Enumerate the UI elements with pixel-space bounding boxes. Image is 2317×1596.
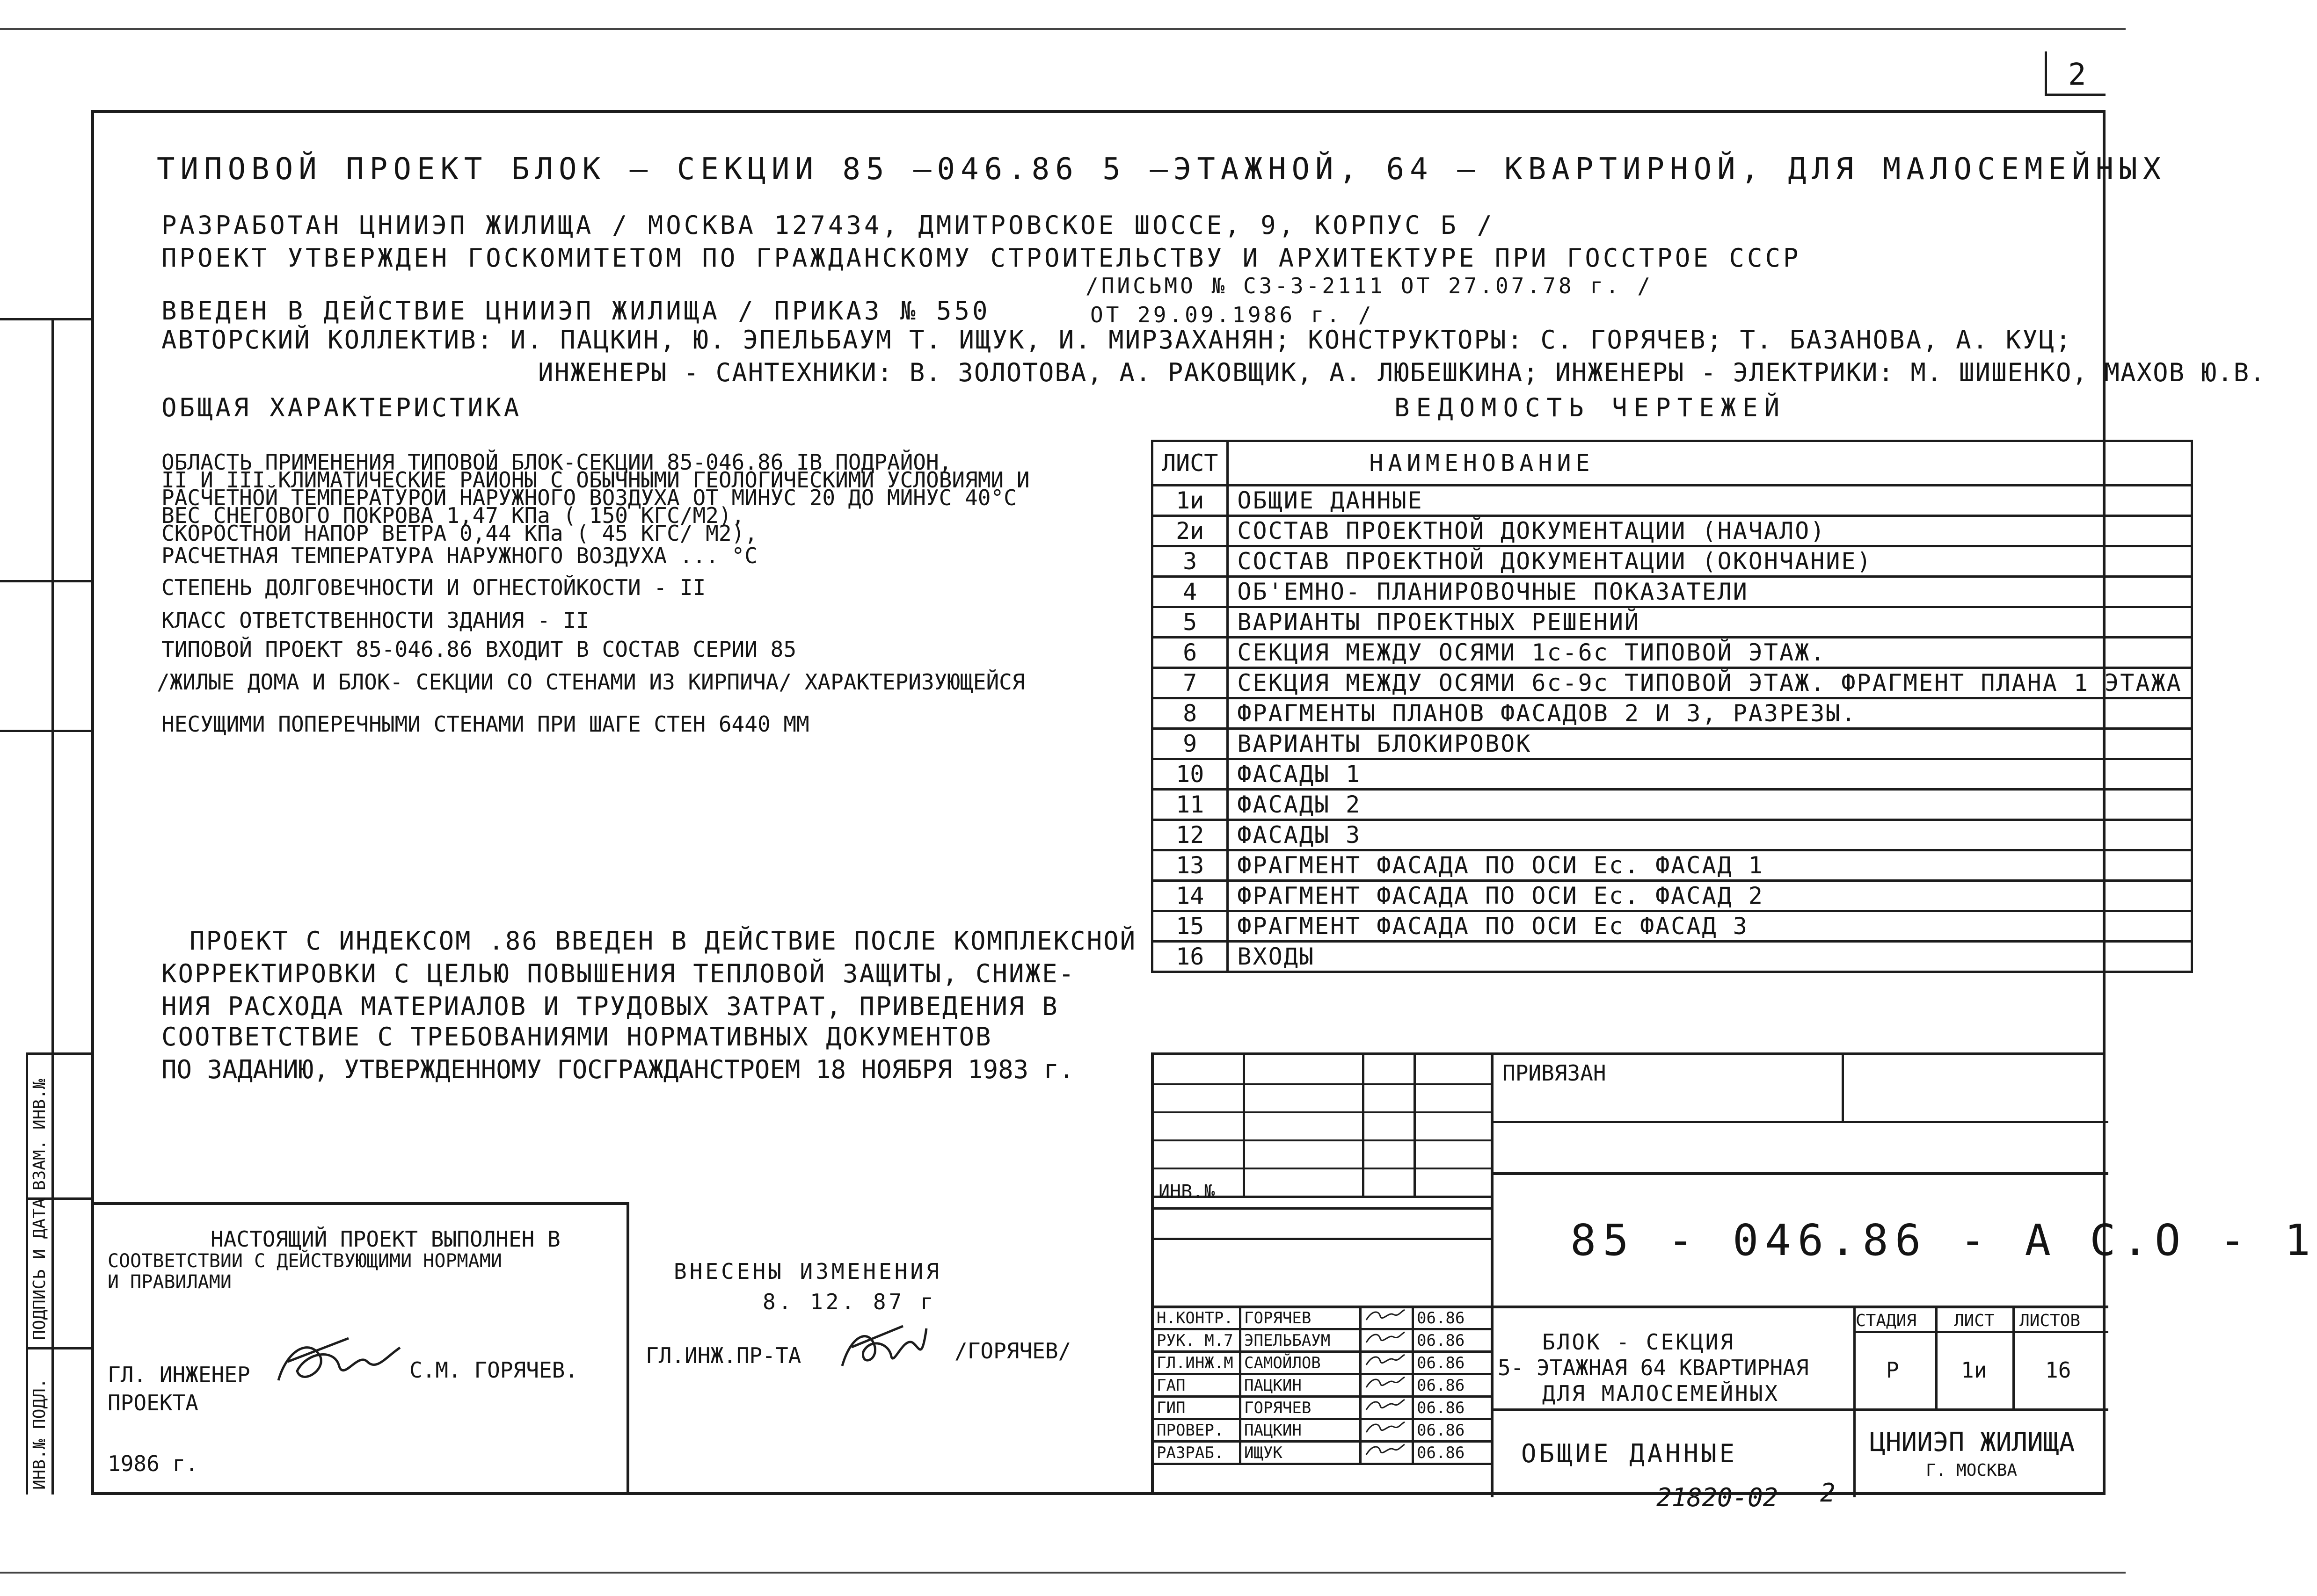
staff-name-cell: ПАЦКИН bbox=[1240, 1419, 1361, 1442]
staff-name-cell: ПАЦКИН bbox=[1240, 1374, 1361, 1397]
sheet-list-row bbox=[1152, 668, 2192, 698]
staff-role-cell: ГАП bbox=[1153, 1374, 1240, 1397]
sheet-list-row bbox=[1152, 638, 2192, 668]
sheet-col-header: ЛИСТ bbox=[1152, 441, 1228, 486]
sheet-title: ОБЩИЕ ДАННЫЕ bbox=[1521, 1439, 1738, 1468]
sheet-value: 1и bbox=[1961, 1357, 1987, 1383]
sheet-list-row bbox=[1152, 546, 2192, 577]
sheet-list-row bbox=[1152, 790, 2192, 820]
block-title-3: ДЛЯ МАЛОСЕМЕЙНЫХ bbox=[1542, 1381, 1780, 1406]
staff-role-cell: ГИП bbox=[1153, 1397, 1240, 1419]
sheet-name-cell: СЕКЦИЯ МЕЖДУ ОСЯМИ 6с-9с ТИПОВОЙ ЭТАЖ. ФРАГМЕНТ ПЛАНА 1 ЭТАЖА bbox=[1228, 668, 2192, 698]
side-strip-cell-1 bbox=[26, 1052, 94, 1055]
staff-name-cell: САМОЙЛОВ bbox=[1240, 1352, 1361, 1374]
side-strip-left bbox=[26, 1052, 28, 1494]
sheet-list-row bbox=[1152, 516, 2192, 546]
sheet-label: ЛИСТ bbox=[1954, 1311, 1995, 1330]
general-line: КЛАСС ОТВЕТСТВЕННОСТИ ЗДАНИЯ - II bbox=[161, 608, 589, 633]
org-name: ЦНИИЭП ЖИЛИЩА bbox=[1870, 1427, 2075, 1458]
sheet-name-cell: ФАСАДЫ 3 bbox=[1228, 820, 2192, 850]
side-label-vzam: ВЗАМ. ИНВ.№ bbox=[30, 1079, 49, 1190]
sheet-name-cell: ВАРИАНТЫ ПРОЕКТНЫХ РЕШЕНИЙ bbox=[1228, 607, 2192, 638]
tb-hline-1 bbox=[1154, 1083, 1491, 1085]
sheet-list-row bbox=[1152, 911, 2192, 942]
staff-role-cell: РУК. М.7 bbox=[1153, 1329, 1240, 1352]
staff-name-cell: ГОРЯЧЕВ bbox=[1240, 1397, 1361, 1419]
tb-hline-4 bbox=[1154, 1168, 1491, 1169]
linked-label: ПРИВЯЗАН bbox=[1502, 1060, 1606, 1086]
sheet-list-row bbox=[1152, 607, 2192, 638]
approval-line: ПРОЕКТ УТВЕРЖДЕН ГОСКОМИТЕТОМ ПО ГРАЖДАНСКОМУ СТРОИТЕЛЬСТВУ И АРХИТЕКТУРЕ ПРИ ГОССТРОЕ СССР bbox=[161, 243, 1801, 273]
tb-hline-6 bbox=[1154, 1207, 1491, 1210]
authors-line-1: АВТОРСКИЙ КОЛЛЕКТИВ: И. ПАЦКИН, Ю. ЭПЕЛЬБАУМ Т. ИЩУК, И. МИРЗАХАНЯН; КОНСТРУКТОРЫ: С. ГОРЯЧЕВ; Т. БАЗАНОВА, А. КУЦ; bbox=[161, 325, 2072, 355]
engineer-label: ГЛ. ИНЖЕНЕР bbox=[108, 1362, 250, 1387]
tb-vline-b bbox=[1362, 1055, 1364, 1196]
side-strip-cell-4 bbox=[0, 318, 94, 320]
staff-table bbox=[1151, 1306, 1493, 1465]
staff-name-cell: ГОРЯЧЕВ bbox=[1240, 1307, 1361, 1329]
sheet-list-row bbox=[1152, 942, 2192, 972]
side-strip-cell-6 bbox=[0, 730, 94, 732]
compliance-year: 1986 г. bbox=[108, 1451, 198, 1476]
sheet-number-box-left bbox=[2045, 51, 2047, 96]
sheet-number-cell: 16 bbox=[1152, 942, 1228, 972]
sheet-list-table bbox=[1151, 440, 2193, 973]
compliance-line-1: НАСТОЯЩИЙ ПРОЕКТ ВЫПОЛНЕН В bbox=[211, 1226, 561, 1252]
side-strip-cell-5 bbox=[0, 580, 94, 582]
engineer-signature-icon bbox=[269, 1329, 409, 1399]
sheet-number-cell: 4 bbox=[1152, 577, 1228, 607]
stage-label: СТАДИЯ bbox=[1856, 1311, 1917, 1330]
correction-line: ПРОЕКТ С ИНДЕКСОМ .86 ВВЕДЕН В ДЕЙСТВИЕ ПОСЛЕ КОМПЛЕКСНОЙ bbox=[189, 926, 1137, 956]
inv-no-label: ИНВ.№ bbox=[1158, 1181, 1215, 1203]
sheet-number-cell: 7 bbox=[1152, 668, 1228, 698]
sheet-list-row bbox=[1152, 486, 2192, 516]
staff-row bbox=[1153, 1352, 1492, 1374]
staff-role-cell: Н.КОНТР. bbox=[1153, 1307, 1240, 1329]
sheet-list-header-row bbox=[1152, 441, 2192, 486]
sheet-number-box-bottom bbox=[2045, 94, 2106, 96]
tb-hline-title bbox=[1491, 1408, 2108, 1411]
sheet-number-cell: 9 bbox=[1152, 729, 1228, 759]
changes-date: 8. 12. 87 г bbox=[763, 1289, 936, 1314]
staff-row bbox=[1153, 1307, 1492, 1329]
sheet-list-row bbox=[1152, 577, 2192, 607]
staff-row bbox=[1153, 1442, 1492, 1464]
stage-value: Р bbox=[1886, 1357, 1899, 1383]
general-line: /ЖИЛЫЕ ДОМА И БЛОК- СЕКЦИИ СО СТЕНАМИ ИЗ КИРПИЧА/ ХАРАКТЕРИЗУЮЩЕЙСЯ bbox=[157, 669, 1025, 695]
sheet-name-cell: ФАСАДЫ 1 bbox=[1228, 759, 2192, 790]
staff-date-cell: 06.86 bbox=[1413, 1397, 1492, 1419]
staff-signature-icon bbox=[1361, 1419, 1413, 1442]
tb-hline-stage bbox=[1853, 1331, 2108, 1333]
sheets-label: ЛИСТОВ bbox=[2019, 1311, 2081, 1330]
name-col-header: НАИМЕНОВАНИЕ bbox=[1228, 441, 2192, 486]
sheet-name-cell: ВХОДЫ bbox=[1228, 942, 2192, 972]
sheet-list-row bbox=[1152, 729, 2192, 759]
side-strip-divider bbox=[51, 318, 54, 1494]
sheet-name-cell: ФАСАДЫ 2 bbox=[1228, 790, 2192, 820]
side-strip-cell-3 bbox=[26, 1347, 94, 1349]
engineer-name: С.М. ГОРЯЧЕВ. bbox=[409, 1357, 578, 1383]
sheet-name-cell: ОБЩИЕ ДАННЫЕ bbox=[1228, 486, 2192, 516]
staff-date-cell: 06.86 bbox=[1413, 1374, 1492, 1397]
title-block bbox=[1151, 1052, 2317, 1494]
sheet-number-cell: 10 bbox=[1152, 759, 1228, 790]
general-line: II И III КЛИМАТИЧЕСКИЕ РАЙОНЫ С ОБЫЧНЫМИ ГЕОЛОГИЧЕСКИМИ УСЛОВИЯМИ И bbox=[161, 467, 1030, 493]
side-label-sign-date: ПОДПИСЬ И ДАТА bbox=[30, 1198, 49, 1340]
sheet-name-cell: ФРАГМЕНТЫ ПЛАНОВ ФАСАДОВ 2 И 3, РАЗРЕЗЫ. bbox=[1228, 698, 2192, 729]
general-line: РАСЧЕТНОЙ ТЕМПЕРАТУРОЙ НАРУЖНОГО ВОЗДУХА ОТ МИНУС 20 ДО МИНУС 40°С bbox=[161, 485, 1017, 510]
sheet-list-row bbox=[1152, 881, 2192, 911]
general-line: СКОРОСТНОЙ НАПОР ВЕТРА 0,44 КПа ( 45 КГС/ М2), bbox=[161, 521, 758, 546]
staff-signature-icon bbox=[1361, 1397, 1413, 1419]
frame-top-rough bbox=[0, 28, 2126, 30]
staff-signature-icon bbox=[1361, 1307, 1413, 1329]
order-date: ОТ 29.09.1986 г. / bbox=[1090, 302, 1374, 327]
staff-row bbox=[1153, 1374, 1492, 1397]
frame-top bbox=[91, 110, 2106, 113]
staff-name-cell: ИЩУК bbox=[1240, 1442, 1361, 1464]
developer-line: РАЗРАБОТАН ЦНИИЭП ЖИЛИЩА / МОСКВА 127434, ДМИТРОВСКОЕ ШОССЕ, 9, КОРПУС Б / bbox=[161, 210, 1495, 240]
sheet-number-cell: 2и bbox=[1152, 516, 1228, 546]
compliance-line-3: И ПРАВИЛАМИ bbox=[108, 1271, 232, 1293]
tb-vline-stage-3 bbox=[2012, 1306, 2015, 1408]
changes-signature-icon bbox=[838, 1319, 931, 1380]
sheet-name-cell: ФРАГМЕНТ ФАСАДА ПО ОСИ Ес. ФАСАД 1 bbox=[1228, 850, 2192, 881]
sheet-name-cell: СЕКЦИЯ МЕЖДУ ОСЯМИ 1с-6с ТИПОВОЙ ЭТАЖ. bbox=[1228, 638, 2192, 668]
side-label-inv-podl: ИНВ.№ ПОДЛ. bbox=[30, 1378, 49, 1490]
tb-code-top bbox=[1491, 1172, 2108, 1175]
sheets-value: 16 bbox=[2045, 1357, 2071, 1383]
org-city: Г. МОСКВА bbox=[1926, 1461, 2018, 1480]
block-title-2: 5- ЭТАЖНАЯ 64 КВАРТИРНАЯ bbox=[1498, 1355, 1809, 1380]
approval-letter: /ПИСЬМО № СЗ-3-2111 ОТ 27.07.78 г. / bbox=[1086, 273, 1653, 298]
staff-signature-icon bbox=[1361, 1352, 1413, 1374]
tb-hline-3 bbox=[1154, 1139, 1491, 1141]
changes-role: ГЛ.ИНЖ.ПР-ТА bbox=[646, 1343, 801, 1368]
footer-page: 2 bbox=[1820, 1478, 1836, 1508]
staff-date-cell: 06.86 bbox=[1413, 1307, 1492, 1329]
general-heading: ОБЩАЯ ХАРАКТЕРИСТИКА bbox=[161, 393, 522, 422]
general-line: ТИПОВОЙ ПРОЕКТ 85-046.86 ВХОДИТ В СОСТАВ СЕРИИ 85 bbox=[161, 637, 797, 662]
sheet-number-cell: 12 bbox=[1152, 820, 1228, 850]
sheet-list-row bbox=[1152, 820, 2192, 850]
correction-line: НИЯ РАСХОДА МАТЕРИАЛОВ И ТРУДОВЫХ ЗАТРАТ, ПРИВЕДЕНИЯ В bbox=[161, 992, 1059, 1021]
staff-row bbox=[1153, 1397, 1492, 1419]
sheet-name-cell: ОБ'ЕМНО- ПЛАНИРОВОЧНЫЕ ПОКАЗАТЕЛИ bbox=[1228, 577, 2192, 607]
staff-date-cell: 06.86 bbox=[1413, 1442, 1492, 1464]
sheet-name-cell: СОСТАВ ПРОЕКТНОЙ ДОКУМЕНТАЦИИ (ОКОНЧАНИЕ) bbox=[1228, 546, 2192, 577]
staff-row bbox=[1153, 1329, 1492, 1352]
general-line: НЕСУЩИМИ ПОПЕРЕЧНЫМИ СТЕНАМИ ПРИ ШАГЕ СТЕН 6440 ММ bbox=[161, 711, 809, 737]
drawing-code: 85 - 046.86 - А С.О - 1 bbox=[1570, 1215, 2317, 1265]
staff-date-cell: 06.86 bbox=[1413, 1352, 1492, 1374]
correction-line: ПО ЗАДАНИЮ, УТВЕРЖДЕННОМУ ГОСГРАЖДАНСТРОЕМ 18 НОЯБРЯ 1983 г. bbox=[161, 1055, 1074, 1084]
introduced-line: ВВЕДЕН В ДЕЙСТВИЕ ЦНИИЭП ЖИЛИЩА / ПРИКАЗ № 550 bbox=[161, 296, 991, 326]
sheet-list-row bbox=[1152, 850, 2192, 881]
sheet-number-cell: 13 bbox=[1152, 850, 1228, 881]
staff-role-cell: ГЛ.ИНЖ.М bbox=[1153, 1352, 1240, 1374]
staff-signature-icon bbox=[1361, 1442, 1413, 1464]
sheet-number-cell: 8 bbox=[1152, 698, 1228, 729]
staff-date-cell: 06.86 bbox=[1413, 1419, 1492, 1442]
footer-code: 21820-02 bbox=[1656, 1483, 1778, 1512]
sheet-name-cell: ВАРИАНТЫ БЛОКИРОВОК bbox=[1228, 729, 2192, 759]
sheet-list-row bbox=[1152, 698, 2192, 729]
sheet-list-row bbox=[1152, 759, 2192, 790]
sheet-name-cell: ФРАГМЕНТ ФАСАДА ПО ОСИ Ес. ФАСАД 2 bbox=[1228, 881, 2192, 911]
sheet-number-cell: 3 bbox=[1152, 546, 1228, 577]
correction-line: КОРРЕКТИРОВКИ С ЦЕЛЬЮ ПОВЫШЕНИЯ ТЕПЛОВОЙ ЗАЩИТЫ, СНИЖЕ- bbox=[161, 959, 1076, 988]
sheet-number-cell: 1и bbox=[1152, 486, 1228, 516]
sheet-name-cell: ФРАГМЕНТ ФАСАДА ПО ОСИ Ес ФАСАД 3 bbox=[1228, 911, 2192, 942]
tb-hline-2 bbox=[1154, 1111, 1491, 1113]
sheet-number-cell: 15 bbox=[1152, 911, 1228, 942]
general-line: СТЕПЕНЬ ДОЛГОВЕЧНОСТИ И ОГНЕСТОЙКОСТИ - II bbox=[161, 575, 706, 600]
sheet-number-cell: 14 bbox=[1152, 881, 1228, 911]
staff-row bbox=[1153, 1419, 1492, 1442]
staff-signature-icon bbox=[1361, 1329, 1413, 1352]
sheet-list-heading: ВЕДОМОСТЬ ЧЕРТЕЖЕЙ bbox=[1394, 393, 1786, 422]
correction-line: СООТВЕТСТВИЕ С ТРЕБОВАНИЯМИ НОРМАТИВНЫХ ДОКУМЕНТОВ bbox=[161, 1022, 992, 1052]
changes-line: ВНЕСЕНЫ ИЗМЕНЕНИЯ bbox=[674, 1259, 942, 1284]
staff-signature-icon bbox=[1361, 1374, 1413, 1397]
compliance-line-2: СООТВЕТСТВИИ С ДЕЙСТВУЮЩИМИ НОРМАМИ bbox=[108, 1250, 502, 1272]
tb-vline-stage-2 bbox=[1935, 1306, 1938, 1408]
changes-name: /ГОРЯЧЕВ/ bbox=[954, 1338, 1071, 1364]
project-title: ТИПОВОЙ ПРОЕКТ БЛОК — СЕКЦИИ 85 —046.86 5 —ЭТАЖНОЙ, 64 — КВАРТИРНОЙ, ДЛЯ МАЛОСЕМЕЙНЫХ bbox=[157, 152, 2167, 187]
authors-line-2: ИНЖЕНЕРЫ - САНТЕХНИКИ: В. ЗОЛОТОВА, А. РАКОВЩИК, А. ЛЮБЕШКИНА; ИНЖЕНЕРЫ - ЭЛЕКТРИКИ: М. ШИШЕНКО, МАХОВ Ю.В. bbox=[538, 358, 2266, 387]
compliance-box bbox=[91, 1202, 629, 1494]
tb-linked-divider bbox=[1842, 1055, 1844, 1121]
block-title-1: БЛОК - СЕКЦИЯ bbox=[1542, 1329, 1735, 1355]
general-line: ОБЛАСТЬ ПРИМЕНЕНИЯ ТИПОВОЙ БЛОК-СЕКЦИИ 85-046.86 IВ ПОДРАЙОН, bbox=[161, 450, 952, 475]
project-label: ПРОЕКТА bbox=[108, 1390, 198, 1415]
sheet-number-cell: 11 bbox=[1152, 790, 1228, 820]
tb-vline-c bbox=[1414, 1055, 1416, 1196]
tb-hline-7 bbox=[1154, 1238, 1491, 1240]
staff-name-cell: ЭПЕЛЬБАУМ bbox=[1240, 1329, 1361, 1352]
sheet-number: 2 bbox=[2068, 58, 2086, 92]
tb-vline-stage bbox=[1853, 1306, 1856, 1497]
general-line: РАСЧЕТНАЯ ТЕМПЕРАТУРА НАРУЖНОГО ВОЗДУХА ... °С bbox=[161, 543, 758, 568]
sheet-number-cell: 5 bbox=[1152, 607, 1228, 638]
general-line: ВЕС СНЕГОВОГО ПОКРОВА 1,47 КПа ( 150 КГС/М2), bbox=[161, 503, 745, 528]
sheet-number-cell: 6 bbox=[1152, 638, 1228, 668]
tb-linked-bottom bbox=[1491, 1121, 2108, 1123]
sheet-name-cell: СОСТАВ ПРОЕКТНОЙ ДОКУМЕНТАЦИИ (НАЧАЛО) bbox=[1228, 516, 2192, 546]
staff-date-cell: 06.86 bbox=[1413, 1329, 1492, 1352]
tb-vline-a bbox=[1243, 1055, 1245, 1196]
staff-role-cell: ПРОВЕР. bbox=[1153, 1419, 1240, 1442]
frame-bottom-rough bbox=[0, 1572, 2126, 1574]
staff-role-cell: РАЗРАБ. bbox=[1153, 1442, 1240, 1464]
